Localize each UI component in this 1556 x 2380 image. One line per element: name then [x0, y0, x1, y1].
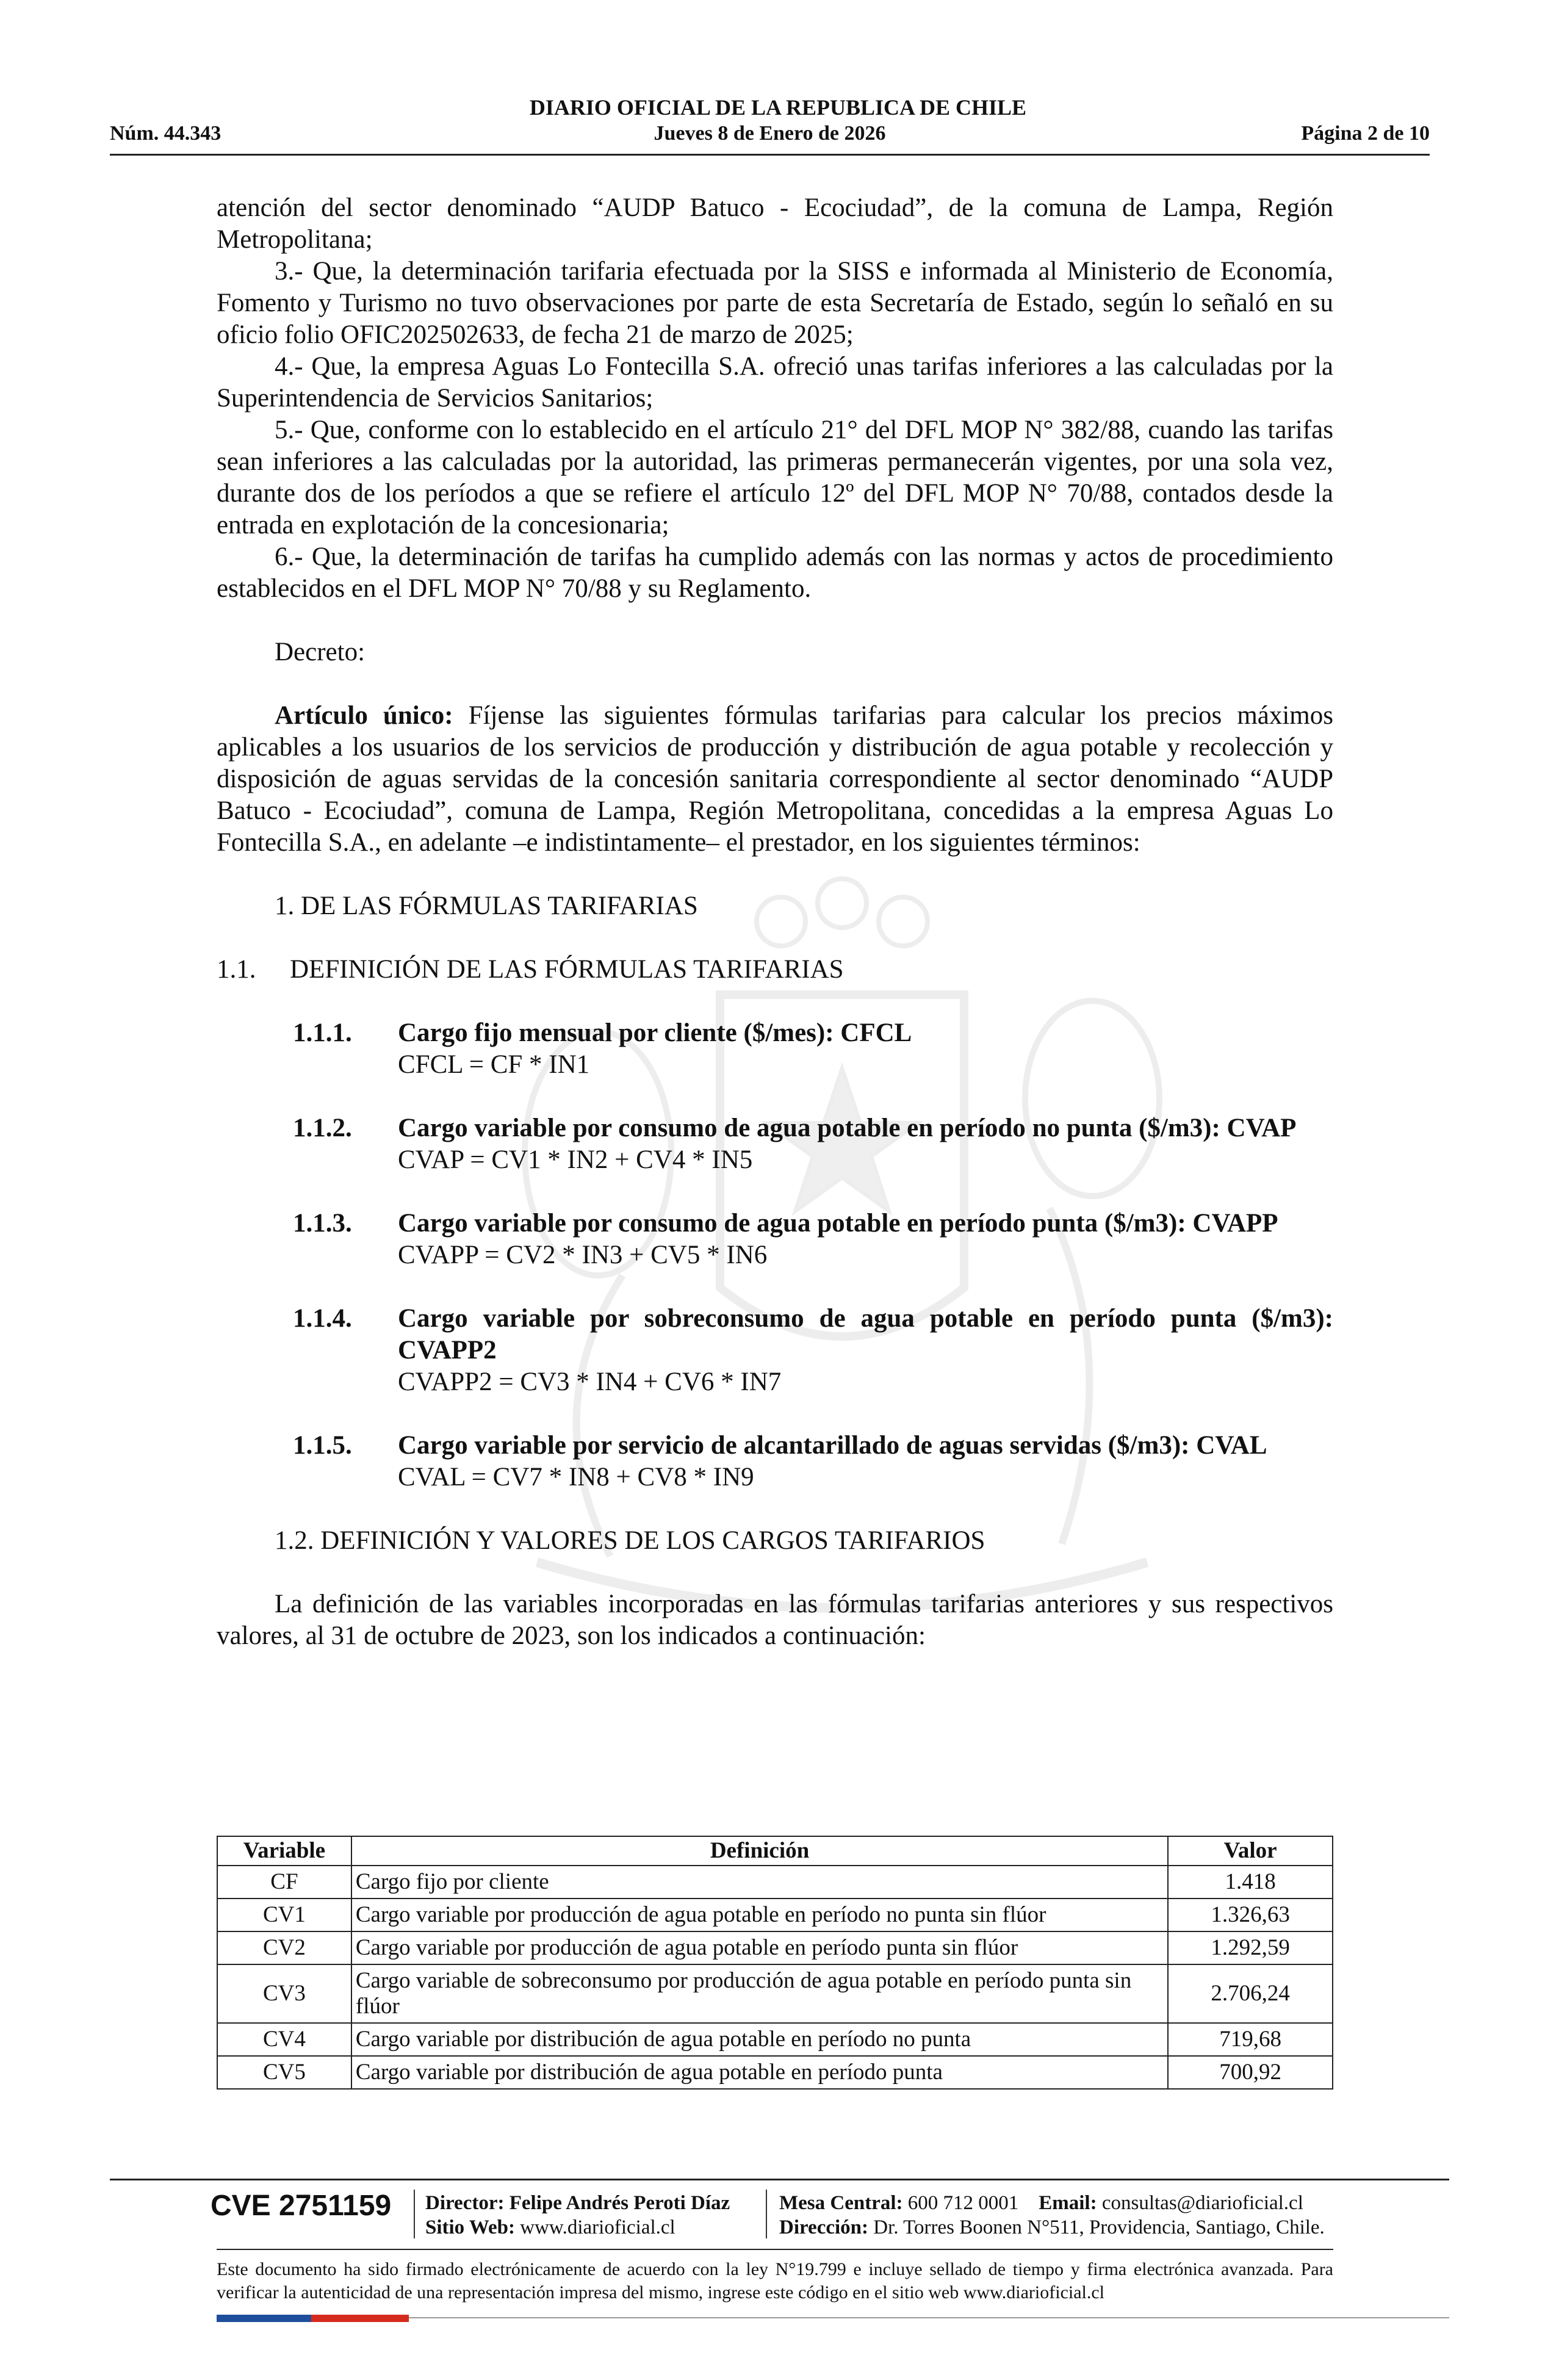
website-label: Sitio Web: [425, 2216, 516, 2238]
formula-expression: CVAL = CV7 * IN8 + CV8 * IN9 [398, 1463, 754, 1491]
page-number: Página 2 de 10 [1301, 122, 1430, 145]
subsection-number: 1.1. [217, 955, 256, 984]
formula-title: Cargo variable por servicio de alcantarillado de aguas servidas ($/m3): CVAL [398, 1431, 1267, 1460]
variable-cell: CV1 [217, 1899, 351, 1931]
paragraph: La definición de las variables incorporadas en las fórmulas tarifarias anteriores y sus respectivos valores, al 31 de octubre de 2023, son los indicados a continuación: [217, 1590, 1333, 1650]
phone-number: 600 712 0001 [907, 2192, 1019, 2214]
flag-stripe-red [311, 2315, 409, 2322]
table-header-row [217, 1836, 1333, 1866]
issue-date: Jueves 8 de Enero de 2026 [654, 122, 886, 145]
value-cell: 2.706,24 [1168, 1964, 1333, 2023]
paragraph: 4.- Que, la empresa Aguas Lo Fontecilla S.A. ofreció unas tarifas inferiores a las calculadas por la Superintendencia de Servicios Sanitarios; [217, 352, 1333, 413]
formula-expression: CVAPP = CV2 * IN3 + CV5 * IN6 [398, 1241, 768, 1269]
value-cell: 700,92 [1168, 2056, 1333, 2089]
table-row [217, 1899, 1333, 1931]
definition-cell: Cargo variable de sobreconsumo por producción de agua potable en período punta sin flúor [351, 1964, 1168, 2023]
formula-item [217, 1208, 1333, 1271]
value-cell: 1.418 [1168, 1866, 1333, 1899]
document-body [217, 192, 1333, 1652]
tariff-values-table [217, 1836, 1333, 2090]
formula-item [217, 1430, 1333, 1493]
formula-number: 1.1.4. [293, 1304, 352, 1333]
paragraph: 3.- Que, la determinación tarifaria efectuada por la SISS e informada al Ministerio de Economía, Fomento y Turismo no tuvo observaciones por parte de esta Secretaría de Estado, según lo señaló en su oficio folio OFIC202502633, de fecha 21 de marzo de 2025; [217, 257, 1333, 349]
footer-separator [766, 2190, 767, 2238]
table-row [217, 1964, 1333, 2023]
footer-divider [217, 2249, 1333, 2250]
column-header: Variable [217, 1836, 351, 1866]
formula-expression: CVAP = CV1 * IN2 + CV4 * IN5 [398, 1145, 753, 1174]
director-label: Director: [425, 2192, 505, 2214]
formula-expression: CFCL = CF * IN1 [398, 1050, 590, 1079]
subsection-title: DEFINICIÓN DE LAS FÓRMULAS TARIFARIAS [290, 955, 844, 984]
address-label: Dirección: [779, 2216, 869, 2238]
email-label: Email: [1039, 2192, 1097, 2214]
decree-heading: Decreto: [275, 638, 366, 666]
section-heading: 1. DE LAS FÓRMULAS TARIFARIAS [275, 892, 698, 920]
value-cell: 1.326,63 [1168, 1899, 1333, 1931]
footer-divider [110, 2179, 1449, 2180]
footer-contact-block [779, 2191, 1325, 2240]
address: Dr. Torres Boonen N°511, Providencia, Santiago, Chile. [873, 2216, 1325, 2238]
variable-cell: CF [217, 1866, 351, 1899]
formula-item [217, 1303, 1333, 1398]
footer-separator [414, 2190, 415, 2238]
table-row [217, 1866, 1333, 1899]
table-row [217, 1931, 1333, 1964]
gazette-title: DIARIO OFICIAL DE LA REPUBLICA DE CHILE [529, 95, 1027, 120]
table-row [217, 2023, 1333, 2056]
issue-number: Núm. 44.343 [110, 122, 222, 145]
header-divider [110, 154, 1430, 156]
formula-item [217, 1112, 1333, 1176]
formula-number: 1.1.1. [293, 1019, 352, 1047]
definition-cell: Cargo variable por distribución de agua potable en período no punta [351, 2023, 1168, 2056]
formula-expression: CVAPP2 = CV3 * IN4 + CV6 * IN7 [398, 1368, 782, 1396]
variable-cell: CV2 [217, 1931, 351, 1964]
definition-cell: Cargo variable por producción de agua potable en período punta sin flúor [351, 1931, 1168, 1964]
article-paragraph [217, 700, 1333, 859]
paragraph: 6.- Que, la determinación de tarifas ha cumplido además con las normas y actos de procedimiento establecidos en el DFL MOP N° 70/88 y su Reglamento. [217, 543, 1333, 603]
definition-cell: Cargo variable por producción de agua potable en período no punta sin flúor [351, 1899, 1168, 1931]
formula-number: 1.1.5. [293, 1431, 352, 1460]
footer-director-block [425, 2191, 730, 2240]
table-row [217, 2056, 1333, 2089]
formula-title: Cargo variable por consumo de agua potable en período punta ($/m3): CVAPP [398, 1209, 1278, 1238]
director-name: Felipe Andrés Peroti Díaz [509, 2192, 730, 2214]
variable-cell: CV3 [217, 1964, 351, 2023]
definition-cell: Cargo variable por distribución de agua potable en período punta [351, 2056, 1168, 2089]
variable-cell: CV5 [217, 2056, 351, 2089]
definition-cell: Cargo fijo por cliente [351, 1866, 1168, 1899]
article-text: Fíjense las siguientes fórmulas tarifarias para calcular los precios máximos aplicables a los usuarios de los servicios de producción y distribución de agua potable y recolección y disposición de aguas servidas de la concesión sanitaria correspondiente al sector denominado “AUDP Batuco - Ecociudad”, comuna de Lampa, Región Metropolitana, concedidas a la empresa Aguas Lo Fontecilla S.A., en adelante –e indistintamente– el prestador, en los siguientes términos: [217, 701, 1333, 857]
flag-stripe-blue [217, 2315, 311, 2322]
paragraph: atención del sector denominado “AUDP Batuco - Ecociudad”, de la comuna de Lampa, Región Metropolitana; [217, 193, 1333, 254]
section-heading: 1.2. DEFINICIÓN Y VALORES DE LOS CARGOS TARIFARIOS [275, 1526, 985, 1555]
legal-notice: Este documento ha sido firmado electrónicamente de acuerdo con la ley N°19.799 e incluye sellado de tiempo y firma electrónica avanzada. Para verificar la autenticidad de una representación impresa del mismo, ingrese este código en el sitio web www.diarioficial.cl [217, 2259, 1333, 2302]
subsection-heading [217, 954, 1333, 986]
formula-title: Cargo fijo mensual por cliente ($/mes): CFCL [398, 1019, 912, 1047]
phone-label: Mesa Central: [779, 2192, 903, 2214]
cve-code: CVE 2751159 [211, 2190, 392, 2222]
email-link[interactable]: consultas@diarioficial.cl [1101, 2192, 1303, 2214]
formula-title: Cargo variable por sobreconsumo de agua potable en período punta ($/m3): CVAPP2 [398, 1304, 1333, 1365]
formula-title: Cargo variable por consumo de agua potable en período no punta ($/m3): CVAP [398, 1114, 1297, 1142]
article-label: Artículo único: [275, 701, 453, 730]
value-cell: 1.292,59 [1168, 1931, 1333, 1964]
variable-cell: CV4 [217, 2023, 351, 2056]
formula-number: 1.1.3. [293, 1209, 352, 1238]
footer-bottom-line [409, 2317, 1449, 2318]
paragraph: 5.- Que, conforme con lo establecido en el artículo 21° del DFL MOP N° 382/88, cuando las tarifas sean inferiores a las calculadas por la autoridad, las primeras permanecerán vigentes, por una sola vez, durante dos de los períodos a que se refiere el artículo 12º del DFL MOP N° 70/88, contados desde la entrada en explotación de la concesionaria; [217, 416, 1333, 539]
column-header: Valor [1168, 1836, 1333, 1866]
formula-number: 1.1.2. [293, 1114, 352, 1142]
column-header: Definición [351, 1836, 1168, 1866]
value-cell: 719,68 [1168, 2023, 1333, 2056]
website-link[interactable]: www.diarioficial.cl [520, 2216, 675, 2238]
formula-item [217, 1017, 1333, 1081]
